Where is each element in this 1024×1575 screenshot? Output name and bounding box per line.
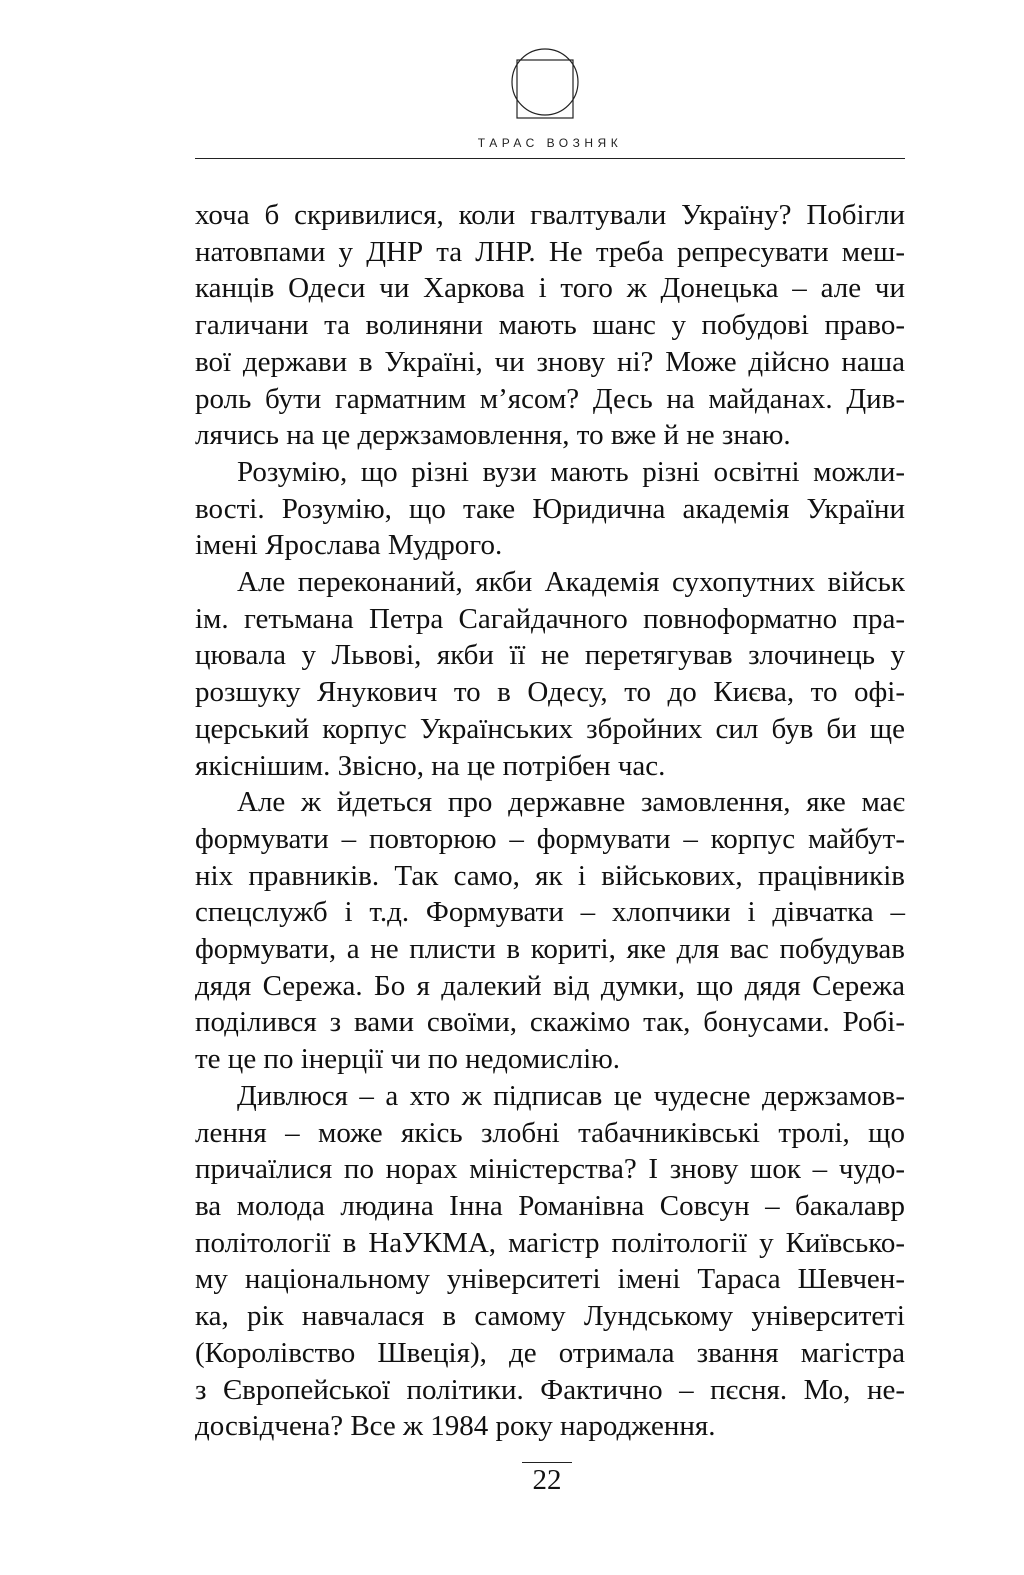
text-line: ва молода людина Інна Романівна Совсун – бакалавр [195,1189,905,1222]
text-line: якіснішим. Звісно, на це потрібен час. [195,749,666,782]
text-line: ка, рік навчалася в самому Лундському університеті [195,1300,905,1333]
paragraph [195,784,905,1078]
text-line: лення – може якісь злобні табачниківські тролі, що [195,1116,905,1149]
text-line: канців Одеси чи Харкова і того ж Донецька – але чи [195,272,905,305]
text-line: ніх правників. Так само, як і військових, працівників [195,859,905,892]
text-line: Але ж йдеться про державне замовлення, яке має [237,786,905,819]
text-line: церський корпус Українських збройних сил був би ще [195,712,905,745]
text-line: дядя Сережа. Бо я далекий від думки, що дядя Сережа [195,969,905,1002]
text-line: цювала у Львові, якби її не перетягував злочинець у [195,639,905,672]
text-line: Розумію, що різні вузи мають різні освітні можли- [237,455,905,488]
text-line: досвідчена? Все ж 1984 року народження. [195,1410,716,1443]
text-line: імені Ярослава Мудрого. [195,529,503,562]
paragraph [195,1078,905,1445]
text-line: лячись на це держзамовлення, то вже й не знаю. [195,419,791,452]
text-line: Дивлюся – а хто ж підписав це чудесне держзамов- [237,1079,905,1112]
paragraph [195,454,905,564]
text-line: політології в НаУКМА, магістр політології у Київсько- [195,1226,905,1259]
running-head-author: ТАРАС ВОЗНЯК [477,136,623,150]
text-line: ім. гетьмана Петра Сагайдачного повноформатно пра- [195,602,905,635]
text-line: поділився з вами своїми, скажімо так, бонусами. Робі- [195,1006,905,1039]
text-line: вості. Розумію, що таке Юридична академія України [195,492,905,525]
page-number-rule [522,1462,572,1463]
text-line: Але переконаний, якби Академія сухопутних військ [237,566,905,599]
text-line: вої держави в Україні, чи знову ні? Може дійсно наша [195,345,905,378]
header-rule [195,158,905,159]
page-number: 22 [532,1464,562,1496]
paragraph [195,564,905,784]
text-line: роль бути гарматним м’ясом? Десь на майданах. Див- [195,382,905,415]
text-line: хоча б скривилися, коли гвалтували Україну? Побігли [195,199,905,231]
text-line: з Європейської політики. Фактично – пєсня. Мо, не- [195,1373,905,1406]
text-line: галичани та волиняни мають шанс у побудові право- [195,309,905,342]
paragraph [195,197,905,454]
text-line: розшуку Янукович то в Одесу, то до Києва, то офі- [195,676,905,709]
body-text [195,197,905,1445]
text-line: причаїлися по норах міністерства? І знову шок – чудо- [195,1153,905,1186]
text-line: (Королівство Швеція), де отримала звання магістра [195,1336,905,1369]
text-line: формувати – повторюю – формувати – корпус майбут- [195,822,905,855]
text-line: формувати, а не плисти в кориті, яке для вас побудував [195,933,905,966]
text-line: те це по інерції чи по недомислію. [195,1043,621,1076]
text-line: спецслужб і т.д. Формувати – хлопчики і дівчатка – [195,896,905,929]
circle-square-emblem-icon [510,48,580,120]
text-line: натовпами у ДНР та ЛНР. Не треба репресувати меш- [195,235,905,268]
text-line: му національному університеті імені Тараса Шевчен- [195,1263,905,1296]
